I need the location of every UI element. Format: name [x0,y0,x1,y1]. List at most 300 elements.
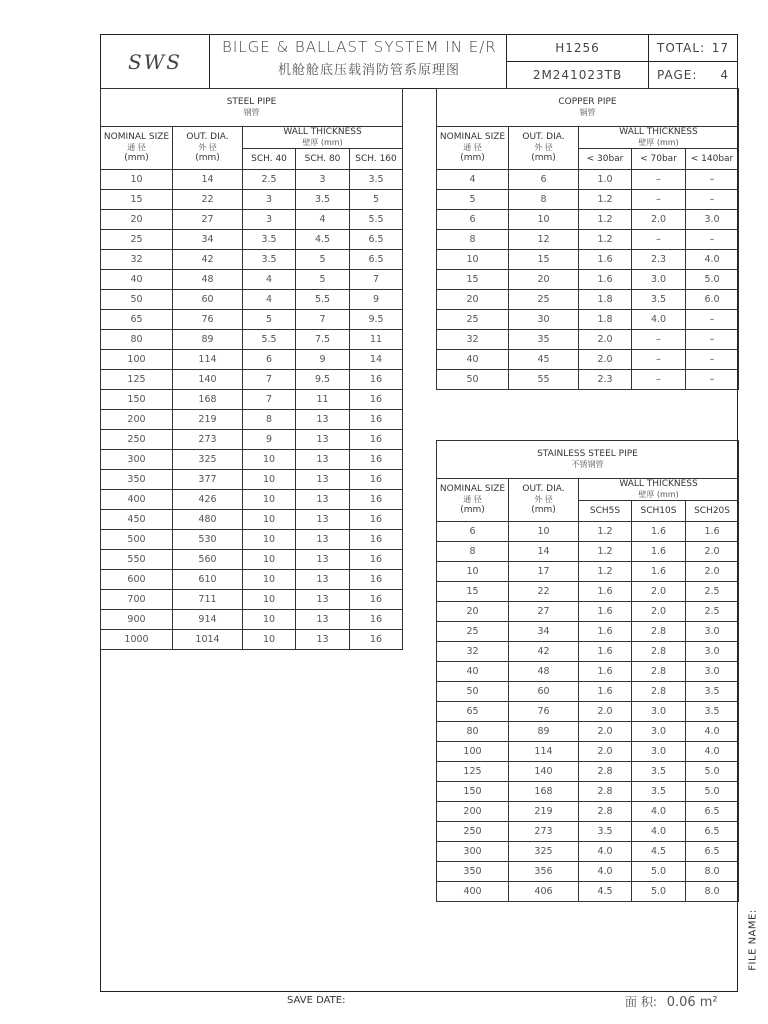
table-cell: 700 [101,590,173,610]
out-dia-header [509,127,579,170]
table-cell: 89 [173,330,243,350]
table-cell: 4.0 [632,310,686,330]
schedule-column-header: < 30bar [579,149,632,170]
table-row [101,390,403,410]
table-cell: 2.0 [579,722,632,742]
table-cell: 2.8 [579,782,632,802]
table-cell: 4.5 [632,842,686,862]
table-cell: 16 [350,390,403,410]
table-row [437,802,739,822]
total-label: TOTAL: [657,41,706,55]
company-logo: SWS [128,49,182,74]
copper-title-cell [437,89,739,127]
table-row [101,510,403,530]
table-cell: 16 [350,430,403,450]
table-row [437,190,739,210]
table-cell: 60 [509,682,579,702]
table-row [101,490,403,510]
table-row [437,862,739,882]
table-cell: 2.0 [632,582,686,602]
table-cell: 8 [437,542,509,562]
table-cell: 2.8 [579,802,632,822]
table-cell: 16 [350,490,403,510]
table-cell: 40 [437,350,509,370]
out-dia-label-cn: 外 径 [534,143,553,152]
nominal-size-label: NOMINAL SIZE [103,132,170,142]
table-cell: 34 [173,230,243,250]
table-cell: 3.5 [296,190,350,210]
table-cell: 6 [509,170,579,190]
table-cell: 8.0 [686,882,739,902]
table-cell: 2.8 [632,642,686,662]
table-cell: 15 [437,270,509,290]
table-cell: 2.3 [632,250,686,270]
table-cell: 530 [173,530,243,550]
table-cell: 13 [296,490,350,510]
table-cell: 200 [101,410,173,430]
table-cell: 3.5 [350,170,403,190]
table-cell: 3.5 [686,702,739,722]
table-cell: 150 [437,782,509,802]
table-cell: 5.0 [632,862,686,882]
table-cell: 1.2 [579,190,632,210]
table-cell: 3.0 [686,662,739,682]
table-row [101,590,403,610]
table-cell: – [632,170,686,190]
table-cell: 3.5 [243,250,296,270]
steel-title-cell [101,89,403,127]
table-cell: 9 [296,350,350,370]
table-cell: 3.5 [632,782,686,802]
table-row [437,210,739,230]
table-cell: 7 [350,270,403,290]
table-cell: 1.8 [579,290,632,310]
table-cell: 2.5 [243,170,296,190]
drawing-no-cell [506,34,649,62]
table-row [437,622,739,642]
table-cell: 273 [509,822,579,842]
table-cell: 27 [173,210,243,230]
table-cell: 1.8 [579,310,632,330]
table-cell: 3.5 [632,290,686,310]
steel-title: STEEL PIPE [226,97,277,107]
drawing-title-en: BILGE & BALLAST SYSTEM IN E/R [222,38,497,56]
table-cell: – [686,230,739,250]
wall-thickness-label-cn: 壁厚 (mm) [638,138,679,147]
table-cell: 13 [296,610,350,630]
table-cell: 16 [350,550,403,570]
table-row [101,310,403,330]
table-cell: 13 [296,470,350,490]
table-cell: 168 [509,782,579,802]
table-cell: 6.5 [686,802,739,822]
table-cell: 10 [243,570,296,590]
table-cell: 1000 [101,630,173,650]
table-cell: 1.6 [686,522,739,542]
table-cell: 10 [243,630,296,650]
table-row [101,230,403,250]
table-cell: 15 [101,190,173,210]
table-cell: 7 [243,390,296,410]
table-cell: 6.5 [350,250,403,270]
table-cell: 76 [173,310,243,330]
table-cell: 13 [296,430,350,450]
table-cell: 13 [296,570,350,590]
table-cell: 3.0 [686,642,739,662]
table-cell: 16 [350,570,403,590]
table-row [437,702,739,722]
table-cell: 500 [101,530,173,550]
table-row [437,642,739,662]
table-cell: 140 [173,370,243,390]
table-cell: 560 [173,550,243,570]
table-row [437,522,739,542]
table-cell: 20 [509,270,579,290]
table-cell: 35 [509,330,579,350]
table-cell: 400 [101,490,173,510]
table-cell: 50 [101,290,173,310]
table-cell: 3.5 [632,762,686,782]
table-row [101,570,403,590]
area-value: 0.06 m² [666,995,718,1010]
table-row [437,270,739,290]
out-dia-unit: (mm) [531,505,556,515]
nominal-size-unit: (mm) [460,153,485,163]
table-cell: 1.2 [579,522,632,542]
table-cell: 5.5 [350,210,403,230]
table-cell: 60 [173,290,243,310]
out-dia-label-cn: 外 径 [534,495,553,504]
table-cell: 2.3 [579,370,632,390]
table-row [101,470,403,490]
table-row [437,722,739,742]
table-cell: 356 [509,862,579,882]
table-cell: 5 [350,190,403,210]
table-cell: 5.0 [686,762,739,782]
table-cell: 914 [173,610,243,630]
table-cell: 350 [437,862,509,882]
table-cell: 1.0 [579,170,632,190]
table-cell: 16 [350,450,403,470]
table-cell: 168 [173,390,243,410]
table-cell: – [632,350,686,370]
table-cell: 7.5 [296,330,350,350]
table-cell: 3.0 [632,722,686,742]
table-cell: 250 [101,430,173,450]
table-cell: 2.0 [579,702,632,722]
table-row [437,822,739,842]
table-cell: 1.6 [579,582,632,602]
table-cell: 22 [173,190,243,210]
table-cell: – [632,330,686,350]
table-cell: 426 [173,490,243,510]
wall-thickness-label: WALL THICKNESS [619,479,698,489]
table-cell: 140 [509,762,579,782]
table-row [101,530,403,550]
table-cell: 2.0 [579,350,632,370]
table-cell: 900 [101,610,173,630]
table-cell: 16 [350,370,403,390]
table-cell: 10 [243,470,296,490]
table-cell: 2.5 [686,582,739,602]
table-row [101,430,403,450]
out-dia-unit: (mm) [531,153,556,163]
schedule-column-header: SCH. 40 [243,149,296,170]
table-cell: 8 [243,410,296,430]
table-cell: 400 [437,882,509,902]
table-row [437,230,739,250]
table-cell: 25 [437,310,509,330]
table-cell: 16 [350,510,403,530]
steel-title-cn: 钢管 [243,108,260,117]
table-cell: 300 [437,842,509,862]
table-row [437,782,739,802]
table-cell: 55 [509,370,579,390]
schedule-column-header: SCH. 80 [296,149,350,170]
table-cell: 12 [509,230,579,250]
table-cell: 480 [173,510,243,530]
table-cell: 406 [509,882,579,902]
area-field [625,993,718,1010]
table-cell: 9 [243,430,296,450]
table-cell: 16 [350,610,403,630]
table-cell: 13 [296,550,350,570]
table-cell: 5.0 [632,882,686,902]
table-cell: 4.0 [686,722,739,742]
table-cell: 5.0 [686,270,739,290]
table-cell: 100 [437,742,509,762]
wall-thickness-header [579,479,739,501]
table-cell: 4 [243,290,296,310]
table-cell: – [632,370,686,390]
table-cell: 600 [101,570,173,590]
table-cell: 6 [437,522,509,542]
nominal-size-label-cn: 通 径 [463,143,482,152]
table-cell: 2.8 [632,662,686,682]
table-cell: 550 [101,550,173,570]
table-cell: 3.0 [686,210,739,230]
table-cell: 65 [437,702,509,722]
table-cell: 20 [437,602,509,622]
table-cell: – [686,370,739,390]
wall-thickness-label: WALL THICKNESS [619,127,698,137]
table-cell: 1.2 [579,210,632,230]
out-dia-label: OUT. DIA. [522,132,565,142]
table-cell: 10 [243,530,296,550]
nominal-size-header [437,479,509,522]
table-cell: 6.5 [686,842,739,862]
stainless-title-cn: 不锈钢管 [571,460,604,469]
table-cell: – [632,190,686,210]
table-cell: 2.0 [632,602,686,622]
table-cell: 3 [243,210,296,230]
schedule-column-header: < 140bar [686,149,739,170]
table-row [437,842,739,862]
table-cell: 200 [437,802,509,822]
table-cell: 89 [509,722,579,742]
drawing-code-cell [506,61,649,89]
table-cell: 2.0 [686,562,739,582]
table-cell: 7 [243,370,296,390]
table-cell: 1.2 [579,230,632,250]
table-cell: 34 [509,622,579,642]
table-row [437,882,739,902]
table-cell: 5.0 [686,782,739,802]
copper-pipe-table [436,88,739,390]
table-cell: 25 [509,290,579,310]
table-row [437,742,739,762]
table-cell: 13 [296,630,350,650]
table-cell: 3.5 [579,822,632,842]
nominal-size-label-cn: 通 径 [463,495,482,504]
table-row [101,270,403,290]
page-cell [648,61,738,89]
table-cell: 1.6 [579,622,632,642]
table-cell: 3.5 [686,682,739,702]
table-cell: 377 [173,470,243,490]
schedule-column-header: SCH20S [686,501,739,522]
table-cell: 2.8 [632,682,686,702]
table-cell: 1.6 [579,250,632,270]
table-cell: 22 [509,582,579,602]
table-cell: 6.5 [686,822,739,842]
table-cell: 45 [509,350,579,370]
table-cell: 16 [350,470,403,490]
title-cell [209,34,507,89]
page-value: 4 [720,68,729,82]
table-cell: 42 [509,642,579,662]
table-cell: 42 [173,250,243,270]
table-cell: 4.5 [296,230,350,250]
table-cell: – [686,330,739,350]
table-cell: 10 [437,562,509,582]
table-cell: 350 [101,470,173,490]
table-cell: 80 [437,722,509,742]
table-cell: 15 [437,582,509,602]
table-cell: 5 [296,250,350,270]
table-cell: 1.6 [579,270,632,290]
table-cell: 4.0 [686,742,739,762]
drawing-code: 2M241023TB [532,68,623,82]
table-row [437,542,739,562]
table-cell: 2.0 [686,542,739,562]
table-cell: 6 [243,350,296,370]
table-cell: 100 [101,350,173,370]
nominal-size-label: NOMINAL SIZE [439,132,506,142]
table-cell: 1.2 [579,542,632,562]
table-cell: 13 [296,590,350,610]
table-cell: 20 [437,290,509,310]
table-cell: 3.5 [243,230,296,250]
table-cell: 2.0 [579,330,632,350]
table-cell: 1.6 [579,602,632,622]
table-cell: 27 [509,602,579,622]
table-cell: 219 [509,802,579,822]
table-row [437,762,739,782]
table-cell: 4 [243,270,296,290]
schedule-column-header: < 70bar [632,149,686,170]
table-row [437,350,739,370]
table-cell: 16 [350,530,403,550]
table-cell: – [686,350,739,370]
table-cell: 11 [296,390,350,410]
nominal-size-label-cn: 通 径 [127,143,146,152]
save-date-label: SAVE DATE: [287,995,346,1006]
table-cell: 5 [296,270,350,290]
table-cell: 10 [243,510,296,530]
table-cell: 10 [243,490,296,510]
table-cell: 1.6 [632,522,686,542]
table-cell: 4 [437,170,509,190]
table-cell: 32 [437,642,509,662]
table-cell: 4 [296,210,350,230]
table-cell: 6.5 [350,230,403,250]
table-cell: 325 [173,450,243,470]
table-cell: 6.0 [686,290,739,310]
table-cell: 7 [296,310,350,330]
table-cell: 8 [509,190,579,210]
page-label: PAGE: [657,68,698,82]
table-row [101,290,403,310]
table-cell: 3 [243,190,296,210]
table-cell: 1.6 [632,542,686,562]
table-cell: 10 [509,210,579,230]
table-cell: 20 [101,210,173,230]
table-row [101,250,403,270]
table-row [437,562,739,582]
table-cell: 4.0 [686,250,739,270]
wall-thickness-header [579,127,739,149]
nominal-size-header [437,127,509,170]
table-row [101,410,403,430]
wall-thickness-label-cn: 壁厚 (mm) [302,138,343,147]
table-cell: 25 [101,230,173,250]
table-cell: 2.0 [579,742,632,762]
stainless-title-cell [437,441,739,479]
table-row [101,330,403,350]
table-row [101,550,403,570]
out-dia-header [173,127,243,170]
table-cell: 16 [350,410,403,430]
table-cell: 13 [296,510,350,530]
table-cell: 9.5 [296,370,350,390]
stainless-pipe-table [436,440,739,902]
out-dia-header [509,479,579,522]
copper-title-cn: 铜管 [579,108,596,117]
table-cell: 8 [437,230,509,250]
table-cell: 4.0 [632,822,686,842]
table-cell: – [686,310,739,330]
table-row [437,310,739,330]
table-cell: 3.0 [632,702,686,722]
table-cell: 32 [437,330,509,350]
table-cell: 16 [350,630,403,650]
table-cell: 3.0 [686,622,739,642]
file-name-field [746,905,760,975]
table-cell: 10 [243,610,296,630]
wall-thickness-label-cn: 壁厚 (mm) [638,490,679,499]
table-cell: 5.5 [296,290,350,310]
table-row [101,210,403,230]
table-cell: 40 [101,270,173,290]
table-cell: 150 [101,390,173,410]
table-cell: 25 [437,622,509,642]
table-cell: 2.0 [632,210,686,230]
table-row [101,190,403,210]
table-row [101,370,403,390]
table-row [437,250,739,270]
wall-thickness-header [243,127,403,149]
